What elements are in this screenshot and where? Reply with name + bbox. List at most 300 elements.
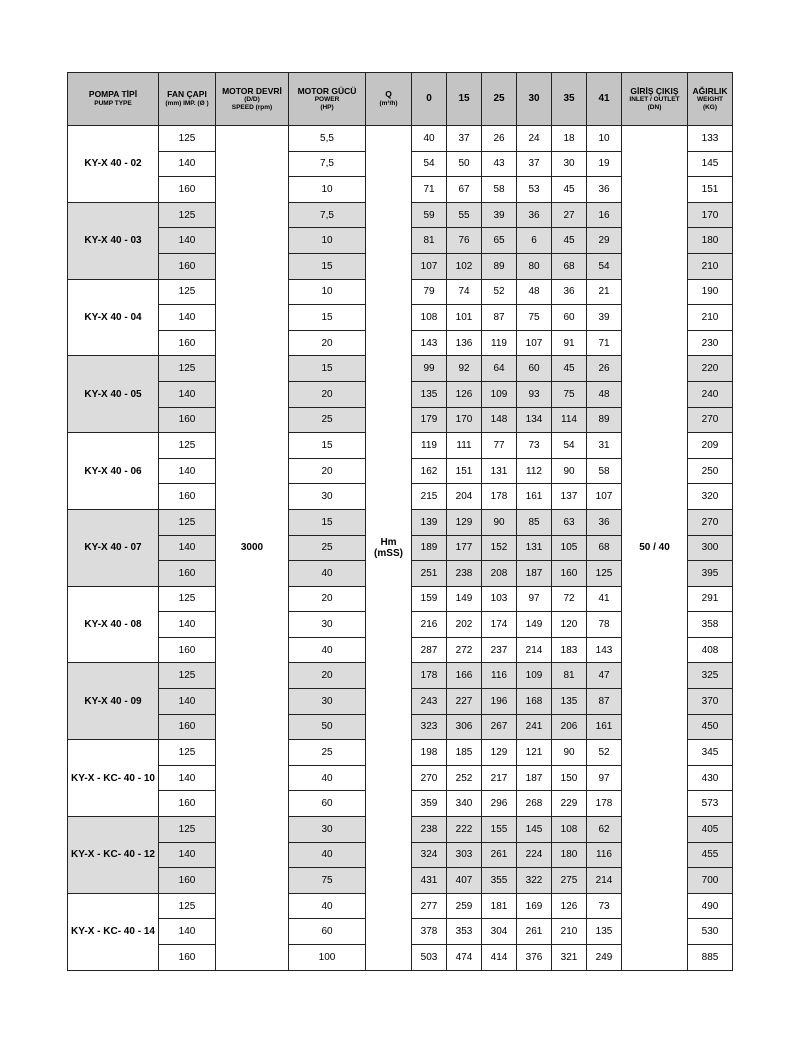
head-value-cell: 272 <box>447 637 482 663</box>
head-value-cell: 45 <box>552 228 587 254</box>
head-value-cell: 155 <box>482 817 517 843</box>
fan-diameter-cell: 125 <box>159 202 216 228</box>
head-value-cell: 125 <box>587 561 622 587</box>
head-value-cell: 45 <box>552 356 587 382</box>
header-fan-diameter: FAN ÇAPI (mm) IMP. (Ø ) <box>159 73 216 126</box>
head-value-cell: 196 <box>482 689 517 715</box>
head-value-cell: 10 <box>587 126 622 152</box>
fan-diameter-cell: 140 <box>159 458 216 484</box>
motor-speed-cell: 3000 <box>216 126 289 971</box>
fan-diameter-cell: 160 <box>159 484 216 510</box>
head-value-cell: 81 <box>412 228 447 254</box>
head-value-cell: 77 <box>482 433 517 459</box>
head-value-cell: 321 <box>552 945 587 971</box>
head-value-cell: 119 <box>412 433 447 459</box>
motor-power-cell: 20 <box>289 586 366 612</box>
head-value-cell: 62 <box>587 817 622 843</box>
head-value-cell: 249 <box>587 945 622 971</box>
head-value-cell: 27 <box>552 202 587 228</box>
head-value-cell: 93 <box>517 381 552 407</box>
pump-type-cell: KY-X 40 - 02 <box>68 126 159 203</box>
head-value-cell: 187 <box>517 765 552 791</box>
motor-power-cell: 15 <box>289 253 366 279</box>
head-value-cell: 214 <box>517 637 552 663</box>
head-value-cell: 178 <box>482 484 517 510</box>
head-value-cell: 210 <box>552 919 587 945</box>
head-value-cell: 36 <box>587 177 622 203</box>
head-value-cell: 105 <box>552 535 587 561</box>
head-value-cell: 103 <box>482 586 517 612</box>
head-value-cell: 202 <box>447 612 482 638</box>
head-value-cell: 26 <box>587 356 622 382</box>
head-value-cell: 54 <box>587 253 622 279</box>
weight-cell: 455 <box>688 842 733 868</box>
head-value-cell: 53 <box>517 177 552 203</box>
fan-diameter-cell: 125 <box>159 356 216 382</box>
motor-power-cell: 60 <box>289 791 366 817</box>
motor-power-cell: 100 <box>289 945 366 971</box>
motor-power-cell: 30 <box>289 612 366 638</box>
motor-power-cell: 10 <box>289 228 366 254</box>
head-value-cell: 112 <box>517 458 552 484</box>
head-value-cell: 251 <box>412 561 447 587</box>
fan-diameter-cell: 160 <box>159 407 216 433</box>
head-value-cell: 91 <box>552 330 587 356</box>
motor-power-cell: 20 <box>289 663 366 689</box>
fan-diameter-cell: 160 <box>159 637 216 663</box>
head-value-cell: 180 <box>552 842 587 868</box>
head-value-cell: 119 <box>482 330 517 356</box>
fan-diameter-cell: 140 <box>159 689 216 715</box>
head-value-cell: 107 <box>587 484 622 510</box>
head-value-cell: 54 <box>552 433 587 459</box>
weight-cell: 180 <box>688 228 733 254</box>
fan-diameter-cell: 125 <box>159 433 216 459</box>
head-value-cell: 54 <box>412 151 447 177</box>
motor-power-cell: 7,5 <box>289 202 366 228</box>
head-value-cell: 185 <box>447 740 482 766</box>
head-value-cell: 81 <box>552 663 587 689</box>
weight-cell: 170 <box>688 202 733 228</box>
head-value-cell: 89 <box>482 253 517 279</box>
head-value-cell: 145 <box>517 817 552 843</box>
head-value-cell: 40 <box>412 126 447 152</box>
head-value-cell: 359 <box>412 791 447 817</box>
fan-diameter-cell: 140 <box>159 612 216 638</box>
head-value-cell: 208 <box>482 561 517 587</box>
head-unit: (mSS) <box>374 547 403 559</box>
weight-cell: 133 <box>688 126 733 152</box>
pump-type-cell: KY-X 40 - 05 <box>68 356 159 433</box>
head-value-cell: 39 <box>587 305 622 331</box>
head-value-cell: 67 <box>447 177 482 203</box>
motor-power-cell: 50 <box>289 714 366 740</box>
head-value-cell: 275 <box>552 868 587 894</box>
head-value-cell: 50 <box>447 151 482 177</box>
head-value-cell: 6 <box>517 228 552 254</box>
motor-power-cell: 15 <box>289 509 366 535</box>
head-value-cell: 161 <box>517 484 552 510</box>
head-value-cell: 120 <box>552 612 587 638</box>
motor-power-cell: 40 <box>289 842 366 868</box>
fan-diameter-cell: 140 <box>159 765 216 791</box>
head-value-cell: 166 <box>447 663 482 689</box>
head-value-cell: 168 <box>517 689 552 715</box>
head-value-cell: 87 <box>482 305 517 331</box>
header-flow-value: 35 <box>552 73 587 126</box>
head-value-cell: 287 <box>412 637 447 663</box>
table-body <box>68 126 733 971</box>
head-value-cell: 64 <box>482 356 517 382</box>
head-label: Hm <box>380 536 397 548</box>
head-value-cell: 36 <box>552 279 587 305</box>
head-value-cell: 55 <box>447 202 482 228</box>
weight-cell: 325 <box>688 663 733 689</box>
fan-diameter-cell: 140 <box>159 151 216 177</box>
weight-cell: 573 <box>688 791 733 817</box>
head-value-cell: 30 <box>552 151 587 177</box>
motor-power-cell: 20 <box>289 458 366 484</box>
head-value-cell: 109 <box>517 663 552 689</box>
head-value-cell: 45 <box>552 177 587 203</box>
weight-cell: 408 <box>688 637 733 663</box>
head-value-cell: 261 <box>482 842 517 868</box>
head-value-cell: 131 <box>517 535 552 561</box>
head-value-cell: 74 <box>447 279 482 305</box>
fan-diameter-cell: 125 <box>159 279 216 305</box>
head-value-cell: 135 <box>587 919 622 945</box>
head-value-cell: 243 <box>412 689 447 715</box>
head-value-cell: 143 <box>587 637 622 663</box>
head-value-cell: 296 <box>482 791 517 817</box>
head-value-cell: 126 <box>447 381 482 407</box>
head-value-cell: 259 <box>447 893 482 919</box>
weight-cell: 210 <box>688 305 733 331</box>
motor-power-cell: 25 <box>289 407 366 433</box>
head-value-cell: 324 <box>412 842 447 868</box>
head-value-cell: 206 <box>552 714 587 740</box>
fan-diameter-cell: 125 <box>159 586 216 612</box>
header-motor-speed: MOTOR DEVRİ (D/D) SPEED (rpm) <box>216 73 289 126</box>
head-value-cell: 224 <box>517 842 552 868</box>
head-value-cell: 268 <box>517 791 552 817</box>
head-value-cell: 75 <box>517 305 552 331</box>
head-value-cell: 162 <box>412 458 447 484</box>
head-value-cell: 36 <box>587 509 622 535</box>
weight-cell: 320 <box>688 484 733 510</box>
head-value-cell: 353 <box>447 919 482 945</box>
head-value-cell: 355 <box>482 868 517 894</box>
head-value-cell: 71 <box>587 330 622 356</box>
head-value-cell: 215 <box>412 484 447 510</box>
weight-cell: 358 <box>688 612 733 638</box>
head-value-cell: 189 <box>412 535 447 561</box>
head-value-cell: 143 <box>412 330 447 356</box>
pump-type-cell: KY-X - KC- 40 - 14 <box>68 893 159 970</box>
weight-cell: 220 <box>688 356 733 382</box>
head-value-cell: 217 <box>482 765 517 791</box>
motor-power-cell: 40 <box>289 561 366 587</box>
fan-diameter-cell: 125 <box>159 893 216 919</box>
head-value-cell: 48 <box>587 381 622 407</box>
fan-diameter-cell: 125 <box>159 740 216 766</box>
head-value-cell: 129 <box>447 509 482 535</box>
weight-cell: 450 <box>688 714 733 740</box>
head-value-cell: 21 <box>587 279 622 305</box>
head-value-cell: 198 <box>412 740 447 766</box>
head-value-cell: 376 <box>517 945 552 971</box>
fan-diameter-cell: 160 <box>159 253 216 279</box>
fan-diameter-cell: 125 <box>159 126 216 152</box>
motor-power-cell: 40 <box>289 893 366 919</box>
head-value-cell: 222 <box>447 817 482 843</box>
weight-cell: 270 <box>688 509 733 535</box>
header-flow-value: 30 <box>517 73 552 126</box>
head-value-cell: 137 <box>552 484 587 510</box>
head-value-cell: 60 <box>517 356 552 382</box>
head-value-cell: 43 <box>482 151 517 177</box>
head-value-cell: 174 <box>482 612 517 638</box>
motor-power-cell: 15 <box>289 305 366 331</box>
pump-type-cell: KY-X 40 - 04 <box>68 279 159 356</box>
weight-cell: 230 <box>688 330 733 356</box>
pump-type-cell: KY-X 40 - 03 <box>68 202 159 279</box>
fan-diameter-cell: 160 <box>159 561 216 587</box>
motor-power-cell: 20 <box>289 381 366 407</box>
head-value-cell: 139 <box>412 509 447 535</box>
head-value-cell: 108 <box>412 305 447 331</box>
head-value-cell: 47 <box>587 663 622 689</box>
motor-power-cell: 30 <box>289 817 366 843</box>
head-value-cell: 407 <box>447 868 482 894</box>
head-value-cell: 89 <box>587 407 622 433</box>
fan-diameter-cell: 160 <box>159 945 216 971</box>
head-value-cell: 101 <box>447 305 482 331</box>
head-value-cell: 149 <box>517 612 552 638</box>
head-value-cell: 85 <box>517 509 552 535</box>
head-value-cell: 107 <box>517 330 552 356</box>
fan-diameter-cell: 125 <box>159 817 216 843</box>
head-value-cell: 183 <box>552 637 587 663</box>
head-value-cell: 26 <box>482 126 517 152</box>
head-value-cell: 134 <box>517 407 552 433</box>
head-value-cell: 277 <box>412 893 447 919</box>
motor-power-cell: 75 <box>289 868 366 894</box>
head-value-cell: 109 <box>482 381 517 407</box>
head-value-cell: 322 <box>517 868 552 894</box>
head-value-cell: 178 <box>587 791 622 817</box>
head-value-cell: 181 <box>482 893 517 919</box>
head-value-cell: 149 <box>447 586 482 612</box>
head-value-cell: 179 <box>412 407 447 433</box>
head-value-cell: 78 <box>587 612 622 638</box>
head-value-cell: 170 <box>447 407 482 433</box>
head-value-cell: 431 <box>412 868 447 894</box>
header-flow-q: Q (m³/h) <box>366 73 412 126</box>
head-unit-cell <box>366 126 412 971</box>
head-value-cell: 150 <box>552 765 587 791</box>
pump-type-cell: KY-X 40 - 09 <box>68 663 159 740</box>
head-value-cell: 116 <box>482 663 517 689</box>
head-value-cell: 73 <box>517 433 552 459</box>
weight-cell: 145 <box>688 151 733 177</box>
head-value-cell: 58 <box>482 177 517 203</box>
weight-cell: 291 <box>688 586 733 612</box>
head-value-cell: 18 <box>552 126 587 152</box>
head-value-cell: 252 <box>447 765 482 791</box>
weight-cell: 210 <box>688 253 733 279</box>
head-value-cell: 227 <box>447 689 482 715</box>
head-value-cell: 177 <box>447 535 482 561</box>
head-value-cell: 36 <box>517 202 552 228</box>
weight-cell: 209 <box>688 433 733 459</box>
weight-cell: 530 <box>688 919 733 945</box>
motor-power-cell: 5,5 <box>289 126 366 152</box>
head-value-cell: 37 <box>517 151 552 177</box>
pump-type-cell: KY-X 40 - 08 <box>68 586 159 663</box>
motor-power-cell: 15 <box>289 433 366 459</box>
head-value-cell: 92 <box>447 356 482 382</box>
head-value-cell: 114 <box>552 407 587 433</box>
head-value-cell: 126 <box>552 893 587 919</box>
head-value-cell: 238 <box>447 561 482 587</box>
head-value-cell: 229 <box>552 791 587 817</box>
motor-power-cell: 40 <box>289 765 366 791</box>
head-value-cell: 60 <box>552 305 587 331</box>
head-value-cell: 59 <box>412 202 447 228</box>
head-value-cell: 87 <box>587 689 622 715</box>
head-value-cell: 80 <box>517 253 552 279</box>
head-value-cell: 135 <box>552 689 587 715</box>
head-value-cell: 58 <box>587 458 622 484</box>
head-value-cell: 135 <box>412 381 447 407</box>
head-value-cell: 187 <box>517 561 552 587</box>
head-value-cell: 136 <box>447 330 482 356</box>
header-inlet-outlet: GİRİŞ ÇIKIŞ INLET / OUTLET (DN) <box>622 73 688 126</box>
header-pump-type: POMPA TİPİ PUMP TYPE <box>68 73 159 126</box>
head-value-cell: 37 <box>447 126 482 152</box>
head-value-cell: 214 <box>587 868 622 894</box>
motor-power-cell: 60 <box>289 919 366 945</box>
weight-cell: 300 <box>688 535 733 561</box>
head-value-cell: 378 <box>412 919 447 945</box>
header-motor-power: MOTOR GÜCÜ POWER (HP) <box>289 73 366 126</box>
motor-power-cell: 10 <box>289 279 366 305</box>
head-value-cell: 73 <box>587 893 622 919</box>
head-value-cell: 71 <box>412 177 447 203</box>
head-value-cell: 19 <box>587 151 622 177</box>
head-value-cell: 107 <box>412 253 447 279</box>
head-value-cell: 31 <box>587 433 622 459</box>
head-value-cell: 39 <box>482 202 517 228</box>
head-value-cell: 159 <box>412 586 447 612</box>
table-row <box>68 126 733 152</box>
fan-diameter-cell: 125 <box>159 509 216 535</box>
head-value-cell: 116 <box>587 842 622 868</box>
motor-power-cell: 15 <box>289 356 366 382</box>
head-value-cell: 261 <box>517 919 552 945</box>
fan-diameter-cell: 160 <box>159 177 216 203</box>
head-value-cell: 241 <box>517 714 552 740</box>
fan-diameter-cell: 140 <box>159 228 216 254</box>
head-value-cell: 267 <box>482 714 517 740</box>
head-value-cell: 178 <box>412 663 447 689</box>
weight-cell: 700 <box>688 868 733 894</box>
pump-spec-table <box>67 72 733 971</box>
head-value-cell: 152 <box>482 535 517 561</box>
head-value-cell: 161 <box>587 714 622 740</box>
weight-cell: 430 <box>688 765 733 791</box>
pump-type-cell: KY-X 40 - 06 <box>68 433 159 510</box>
head-value-cell: 68 <box>587 535 622 561</box>
head-value-cell: 65 <box>482 228 517 254</box>
head-value-cell: 121 <box>517 740 552 766</box>
weight-cell: 250 <box>688 458 733 484</box>
weight-cell: 395 <box>688 561 733 587</box>
motor-power-cell: 40 <box>289 637 366 663</box>
head-value-cell: 102 <box>447 253 482 279</box>
header-flow-value: 41 <box>587 73 622 126</box>
pump-type-cell: KY-X - KC- 40 - 12 <box>68 817 159 894</box>
head-value-cell: 503 <box>412 945 447 971</box>
fan-diameter-cell: 140 <box>159 381 216 407</box>
head-value-cell: 303 <box>447 842 482 868</box>
header-weight: AĞIRLIK WEIGHT (KG) <box>688 73 733 126</box>
head-value-cell: 48 <box>517 279 552 305</box>
weight-cell: 885 <box>688 945 733 971</box>
header-flow-value: 0 <box>412 73 447 126</box>
head-value-cell: 76 <box>447 228 482 254</box>
head-value-cell: 29 <box>587 228 622 254</box>
head-value-cell: 111 <box>447 433 482 459</box>
head-value-cell: 131 <box>482 458 517 484</box>
weight-cell: 345 <box>688 740 733 766</box>
fan-diameter-cell: 160 <box>159 868 216 894</box>
motor-power-cell: 30 <box>289 689 366 715</box>
head-value-cell: 90 <box>552 458 587 484</box>
head-value-cell: 414 <box>482 945 517 971</box>
fan-diameter-cell: 140 <box>159 305 216 331</box>
head-value-cell: 68 <box>552 253 587 279</box>
fan-diameter-cell: 125 <box>159 663 216 689</box>
head-value-cell: 129 <box>482 740 517 766</box>
head-value-cell: 52 <box>587 740 622 766</box>
head-value-cell: 72 <box>552 586 587 612</box>
inlet-outlet-cell: 50 / 40 <box>622 126 688 971</box>
head-value-cell: 151 <box>447 458 482 484</box>
fan-diameter-cell: 160 <box>159 330 216 356</box>
head-value-cell: 108 <box>552 817 587 843</box>
weight-cell: 490 <box>688 893 733 919</box>
head-value-cell: 41 <box>587 586 622 612</box>
motor-power-cell: 25 <box>289 740 366 766</box>
header-row <box>68 73 733 126</box>
head-value-cell: 75 <box>552 381 587 407</box>
motor-power-cell: 25 <box>289 535 366 561</box>
head-value-cell: 340 <box>447 791 482 817</box>
motor-power-cell: 30 <box>289 484 366 510</box>
head-value-cell: 169 <box>517 893 552 919</box>
fan-diameter-cell: 140 <box>159 535 216 561</box>
head-value-cell: 90 <box>482 509 517 535</box>
head-value-cell: 24 <box>517 126 552 152</box>
head-value-cell: 63 <box>552 509 587 535</box>
fan-diameter-cell: 160 <box>159 714 216 740</box>
head-value-cell: 97 <box>587 765 622 791</box>
head-value-cell: 90 <box>552 740 587 766</box>
head-value-cell: 97 <box>517 586 552 612</box>
head-value-cell: 216 <box>412 612 447 638</box>
